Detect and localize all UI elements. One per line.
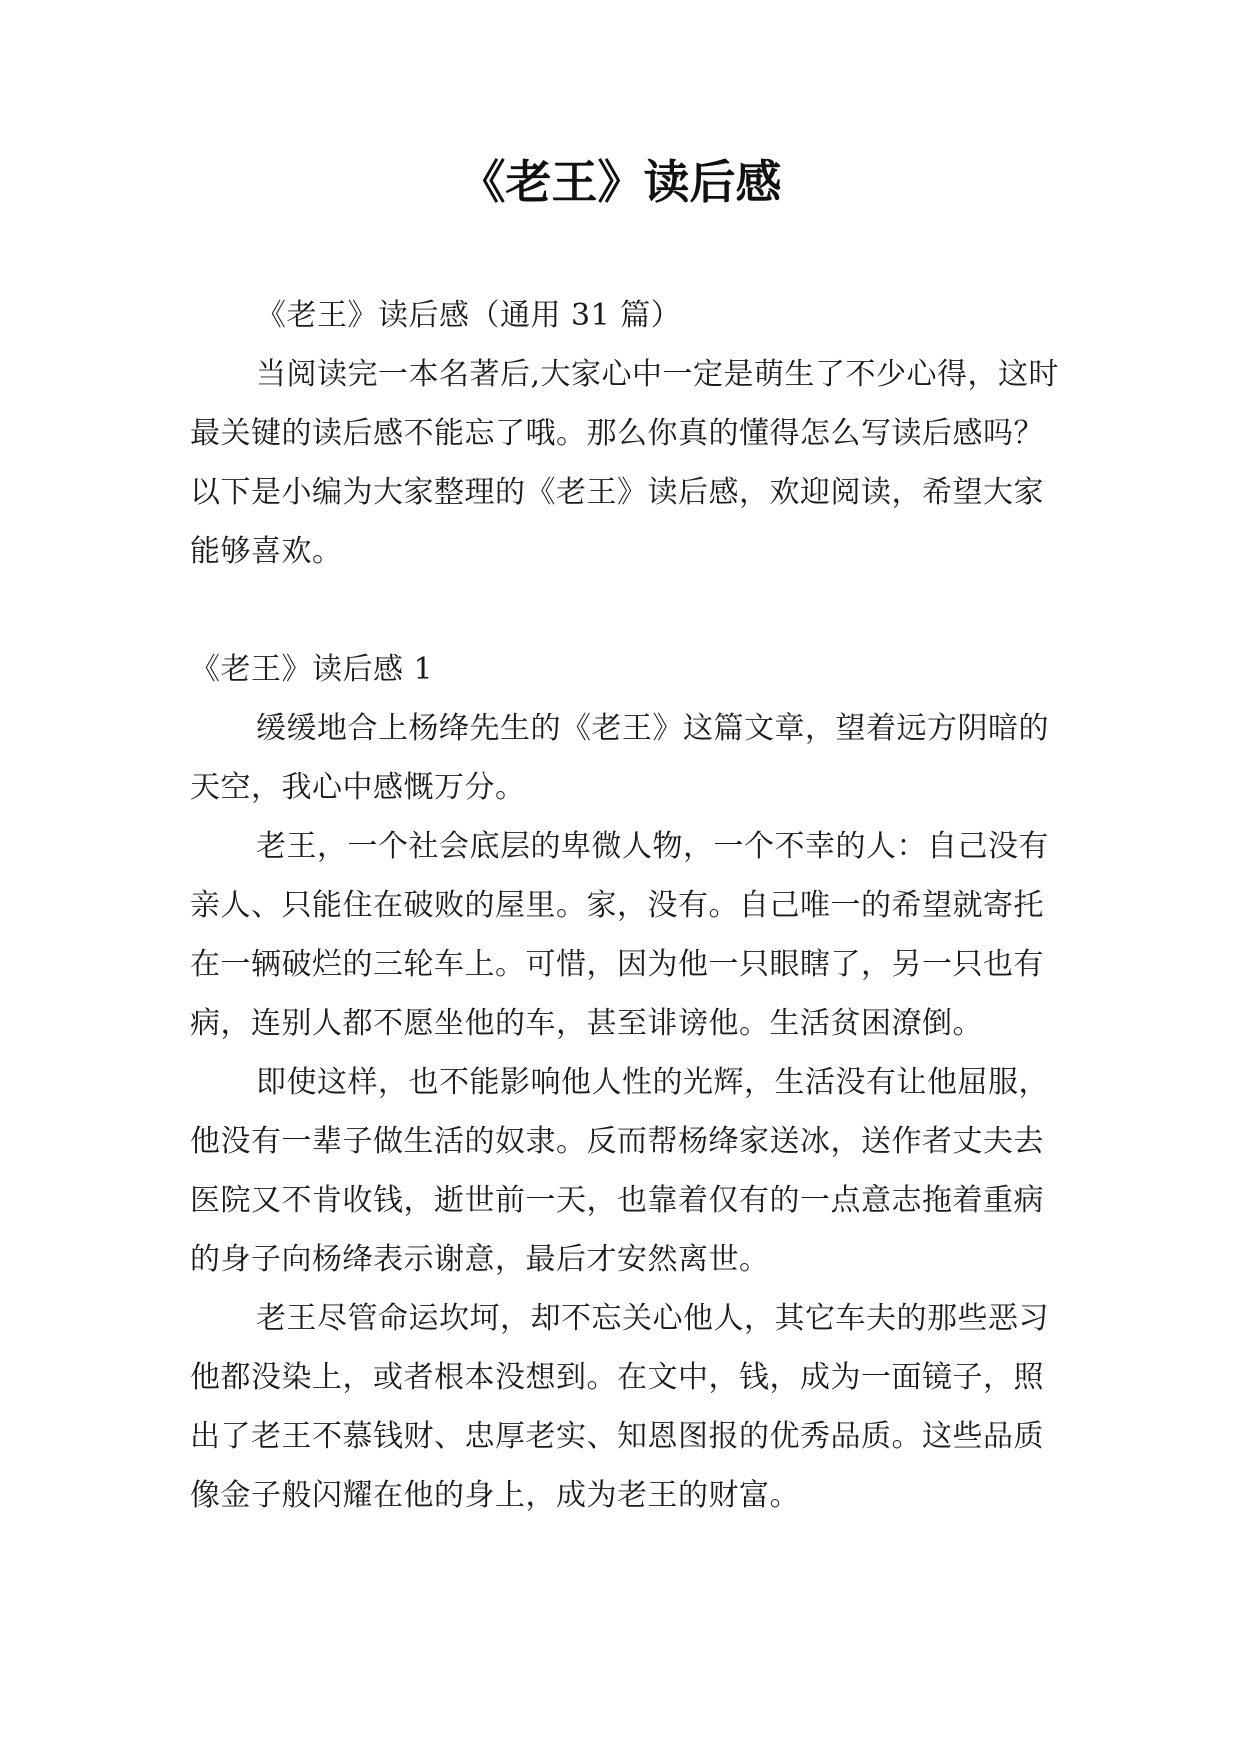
section-spacer [190, 581, 1070, 640]
document-body [190, 286, 1070, 1525]
document-subtitle: 《老王》读后感（通用 31 篇） [256, 298, 682, 333]
body-paragraph: 老王，一个社会底层的卑微人物，一个不幸的人：自己没有亲人、只能住在破败的屋里。家，没有。自己唯一的希望就寄托在一辆破烂的三轮车上。可惜，因为他一只眼瞎了，另一只也有病，连别人都不愿坐他的车，甚至诽谤他。生活贫困潦倒。 [190, 829, 1049, 1041]
intro-paragraph: 当阅读完一本名著后,大家心中一定是萌生了不少心得，这时最关键的读后感不能忘了哦。那么你真的懂得怎么写读后感吗？以下是小编为大家整理的《老王》读后感，欢迎阅读，希望大家能够喜欢。 [190, 357, 1060, 569]
body-paragraph: 缓缓地合上杨绛先生的《老王》这篇文章，望着远方阴暗的天空，我心中感慨万分。 [190, 711, 1049, 805]
page-title: 《老王》读后感 [459, 155, 782, 209]
body-paragraph: 即使这样，也不能影响他人性的光辉，生活没有让他屈服，他没有一辈子做生活的奴隶。反而帮杨绛家送冰，送作者丈夫去医院又不肯收钱，逝世前一天，也靠着仅有的一点意志拖着重病的身子向杨绛表示谢意，最后才安然离世。 [190, 1065, 1049, 1277]
body-paragraph: 老王尽管命运坎坷，却不忘关心他人，其它车夫的那些恶习他都没染上，或者根本没想到。在文中，钱，成为一面镜子，照出了老王不慕钱财、忠厚老实、知恩图报的优秀品质。这些品质像金子般闪耀在他的身上，成为老王的财富。 [190, 1301, 1049, 1513]
section-heading: 《老王》读后感 1 [190, 652, 434, 687]
